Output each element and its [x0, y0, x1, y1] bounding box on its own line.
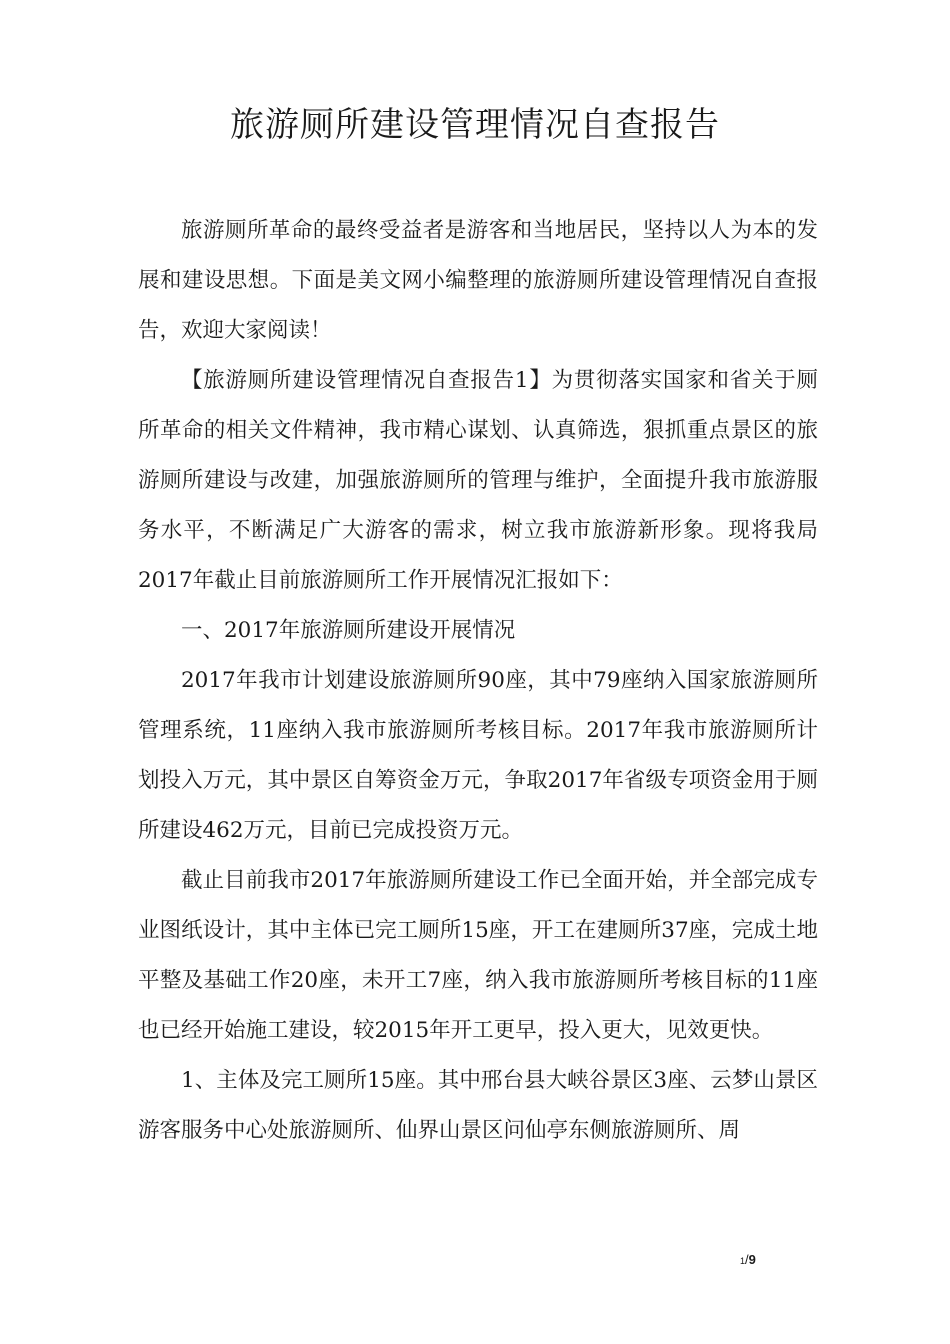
page-current: 1 [740, 1256, 746, 1266]
page-number [740, 1252, 756, 1267]
page-total: 9 [748, 1252, 756, 1267]
document-title: 旅游厕所建设管理情况自查报告 [230, 105, 720, 145]
paragraph-intro: 旅游厕所革命的最终受益者是游客和当地居民，坚持以人为本的发展和建设思想。下面是美文网小编整理的旅游厕所建设管理情况自查报告，欢迎大家阅读！ [138, 218, 818, 343]
section-heading-1: 一、2017年旅游厕所建设开展情况 [181, 618, 516, 643]
paragraph-completed: 1、主体及完工厕所15座。其中邢台县大峡谷景区3座、云梦山景区游客服务中心处旅游厕所、仙界山景区问仙亭东侧旅游厕所、周 [138, 1068, 818, 1143]
page-separator: / [745, 1252, 749, 1267]
document-body [138, 206, 818, 1156]
paragraph-plan: 2017年我市计划建设旅游厕所90座，其中79座纳入国家旅游厕所管理系统，11座纳入我市旅游厕所考核目标。2017年我市旅游厕所计划投入万元，其中景区自筹资金万元，争取2017年省级专项资金用于厕所建设462万元，目前已完成投资万元。 [138, 668, 818, 843]
paragraph-report-1: 【旅游厕所建设管理情况自查报告1】为贯彻落实国家和省关于厕所革命的相关文件精神，我市精心谋划、认真筛选，狠抓重点景区的旅游厕所建设与改建，加强旅游厕所的管理与维护，全面提升我市旅游服务水平，不断满足广大游客的需求，树立我市旅游新形象。现将我局2017年截止目前旅游厕所工作开展情况汇报如下： [138, 368, 818, 593]
paragraph-progress: 截止目前我市2017年旅游厕所建设工作已全面开始，并全部完成专业图纸设计，其中主体已完工厕所15座，开工在建厕所37座，完成土地平整及基础工作20座，未开工7座，纳入我市旅游厕所考核目标的11座也已经开始施工建设，较2015年开工更早，投入更大，见效更快。 [138, 868, 818, 1043]
